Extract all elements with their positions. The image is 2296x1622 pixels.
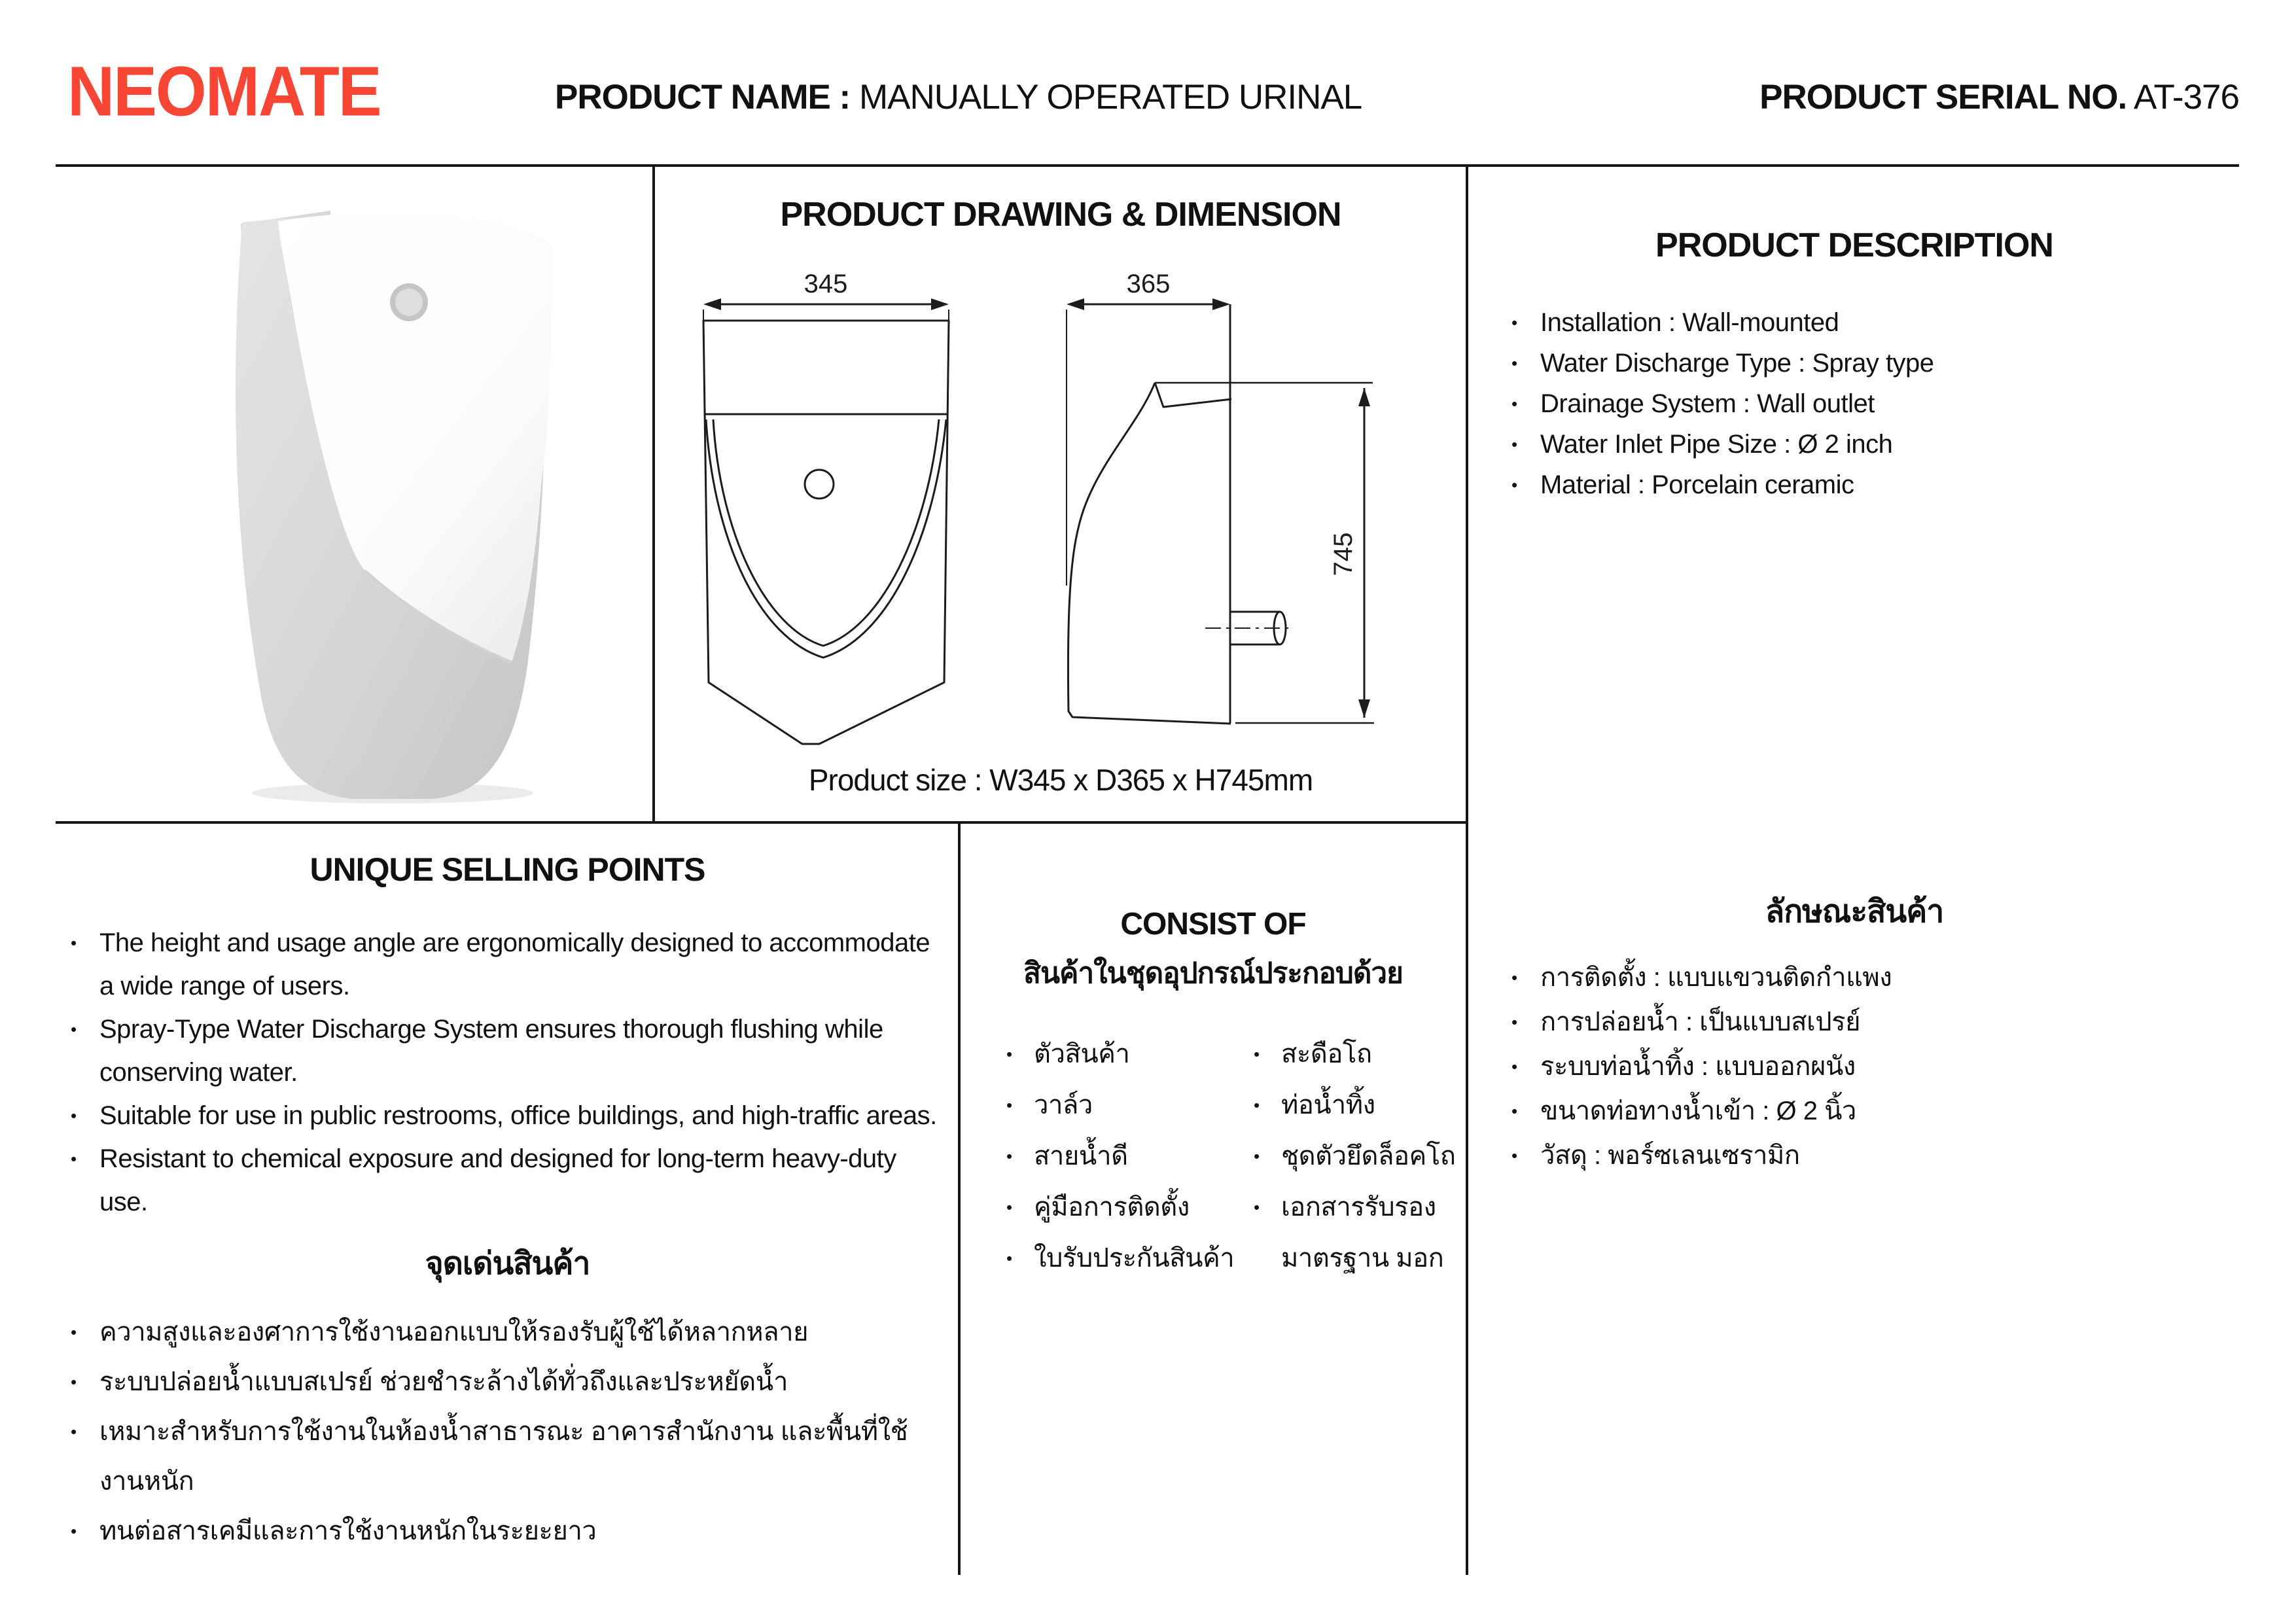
bullet-icon: • (1006, 1248, 1013, 1268)
consist-item: • ชุดตัวยึดล็อคโถ (1254, 1131, 1455, 1182)
dim-height-label: 745 (1329, 532, 1358, 576)
consist-item: • เอกสารรับรอง (1254, 1182, 1455, 1233)
product-serial-line (1759, 77, 2239, 117)
consist-column-1 (1006, 1029, 1234, 1284)
consist-item: • คู่มือการติดตั้ง (1006, 1182, 1234, 1233)
bullet-icon: • (1006, 1095, 1013, 1115)
characteristics-item: • ขนาดท่อทางน้ำเข้า : Ø 2 นิ้ว (1511, 1089, 2231, 1133)
product-name-line (555, 77, 1362, 117)
highlight-item: • ทนต่อสารเคมีและการใช้งานหนักในระยะยาว (71, 1506, 941, 1556)
dimension-labels (804, 270, 1358, 576)
highlight-item: • ความสูงและองศาการใช้งานออกแบบให้รองรับผู้ใช้ได้หลากหลาย (71, 1307, 941, 1357)
product-name-value: MANUALLY OPERATED URINAL (858, 78, 1362, 116)
characteristics-item: • การติดตั้ง : แบบแขวนติดกำแพง (1511, 955, 2231, 1000)
description-item: • Water Inlet Pipe Size : Ø 2 inch (1511, 424, 2231, 465)
bullet-icon: • (1511, 394, 1518, 414)
bullet-icon: • (71, 933, 77, 953)
bullet-icon: • (71, 1322, 77, 1342)
product-serial-label: PRODUCT SERIAL NO. (1759, 78, 2127, 116)
usp-list (71, 921, 941, 1224)
highlight-item: • เหมาะสำหรับการใช้งานในห้องน้ำสาธารณะ อาคารสำนักงาน และพื้นที่ใช้งานหนัก (71, 1407, 941, 1506)
brand-logo: NEOMATE (67, 52, 381, 132)
middle-divider-line (56, 821, 1468, 824)
dim-width-label: 345 (804, 270, 848, 298)
product-serial-value: AT-376 (2134, 78, 2239, 116)
consist-title-th: สินค้าในชุดอุปกรณ์ประกอบด้วย (1023, 957, 1403, 989)
highlight-title: จุดเด่นสินค้า (425, 1246, 590, 1281)
bullet-icon: • (71, 1106, 77, 1125)
usp-title: UNIQUE SELLING POINTS (309, 851, 705, 888)
bullet-icon: • (1511, 1012, 1518, 1032)
bullet-icon: • (1006, 1044, 1013, 1064)
header-divider-line (56, 164, 2239, 167)
consist-item: • ท่อน้ำทิ้ง (1254, 1080, 1455, 1131)
description-item: • Material : Porcelain ceramic (1511, 465, 2231, 505)
bullet-icon: • (71, 1019, 77, 1039)
flush-button-inner (395, 289, 423, 316)
usp-item: • Spray-Type Water Discharge System ensures thorough flushing while conserving water. (71, 1008, 941, 1094)
bullet-icon: • (1511, 1101, 1518, 1121)
usp-item: • The height and usage angle are ergonomically designed to accommodate a wide range of users. (71, 921, 941, 1008)
bullet-icon: • (1511, 434, 1518, 454)
drawing-panel-title: PRODUCT DRAWING & DIMENSION (780, 196, 1341, 234)
consist-title-en: CONSIST OF (1120, 907, 1306, 942)
bullet-icon: • (71, 1372, 77, 1392)
description-item: • Water Discharge Type : Spray type (1511, 343, 2231, 383)
usp-item: • Suitable for use in public restrooms, office buildings, and high-traffic areas. (71, 1094, 941, 1137)
divider-photo-drawing (652, 164, 655, 824)
description-list (1511, 302, 2231, 505)
bullet-icon: • (1254, 1095, 1260, 1115)
description-item: • Installation : Wall-mounted (1511, 302, 2231, 343)
consist-item: • ตัวสินค้า (1006, 1029, 1234, 1080)
usp-item: • Resistant to chemical exposure and designed for long-term heavy-duty use. (71, 1137, 941, 1224)
bullet-icon: • (1006, 1197, 1013, 1217)
bullet-icon: • (1254, 1146, 1260, 1166)
consist-item-wrap: มาตรฐาน มอก (1281, 1244, 1444, 1273)
characteristics-item: • การปล่อยน้ำ : เป็นแบบสเปรย์ (1511, 1000, 2231, 1044)
bullet-icon: • (1511, 313, 1518, 332)
characteristics-list (1511, 955, 2231, 1178)
product-photo (216, 203, 569, 811)
consist-item: • สะดือโถ (1254, 1029, 1455, 1080)
description-title: PRODUCT DESCRIPTION (1655, 226, 2053, 264)
consist-column-2 (1254, 1029, 1455, 1284)
product-name-label: PRODUCT NAME : (555, 78, 851, 116)
side-view-drawing (1067, 304, 1374, 724)
bullet-icon: • (1254, 1197, 1260, 1217)
characteristics-title: ลักษณะสินค้า (1765, 894, 1944, 929)
characteristics-item: • วัสดุ : พอร์ซเลนเซรามิก (1511, 1133, 2231, 1178)
front-view-drawing (703, 304, 949, 744)
product-size-text: Product size : W345 x D365 x H745mm (808, 763, 1313, 797)
highlight-item: • ระบบปล่อยน้ำแบบสเปรย์ ช่วยชำระล้างได้ทั่วถึงและประหยัดน้ำ (71, 1357, 941, 1407)
bullet-icon: • (1254, 1044, 1260, 1064)
bullet-icon: • (1511, 353, 1518, 373)
consist-item: • ใบรับประกันสินค้า (1006, 1233, 1234, 1284)
bullet-icon: • (1511, 1146, 1518, 1165)
description-item: • Drainage System : Wall outlet (1511, 383, 2231, 424)
consist-item: • สายน้ำดี (1006, 1131, 1234, 1182)
bullet-icon: • (1006, 1146, 1013, 1166)
consist-item: • วาล์ว (1006, 1080, 1234, 1131)
characteristics-item: • ระบบท่อน้ำทิ้ง : แบบออกผนัง (1511, 1044, 2231, 1089)
bullet-icon: • (1511, 1057, 1518, 1076)
highlight-list (71, 1307, 941, 1556)
bullet-icon: • (71, 1422, 77, 1441)
dim-depth-label: 365 (1126, 270, 1171, 298)
bullet-icon: • (1511, 475, 1518, 495)
bullet-icon: • (1511, 968, 1518, 987)
bullet-icon: • (71, 1149, 77, 1169)
technical-drawing (667, 258, 1439, 756)
bullet-icon: • (71, 1521, 77, 1541)
dimension-arrows (703, 298, 1370, 718)
divider-right-column (1466, 164, 1468, 1575)
